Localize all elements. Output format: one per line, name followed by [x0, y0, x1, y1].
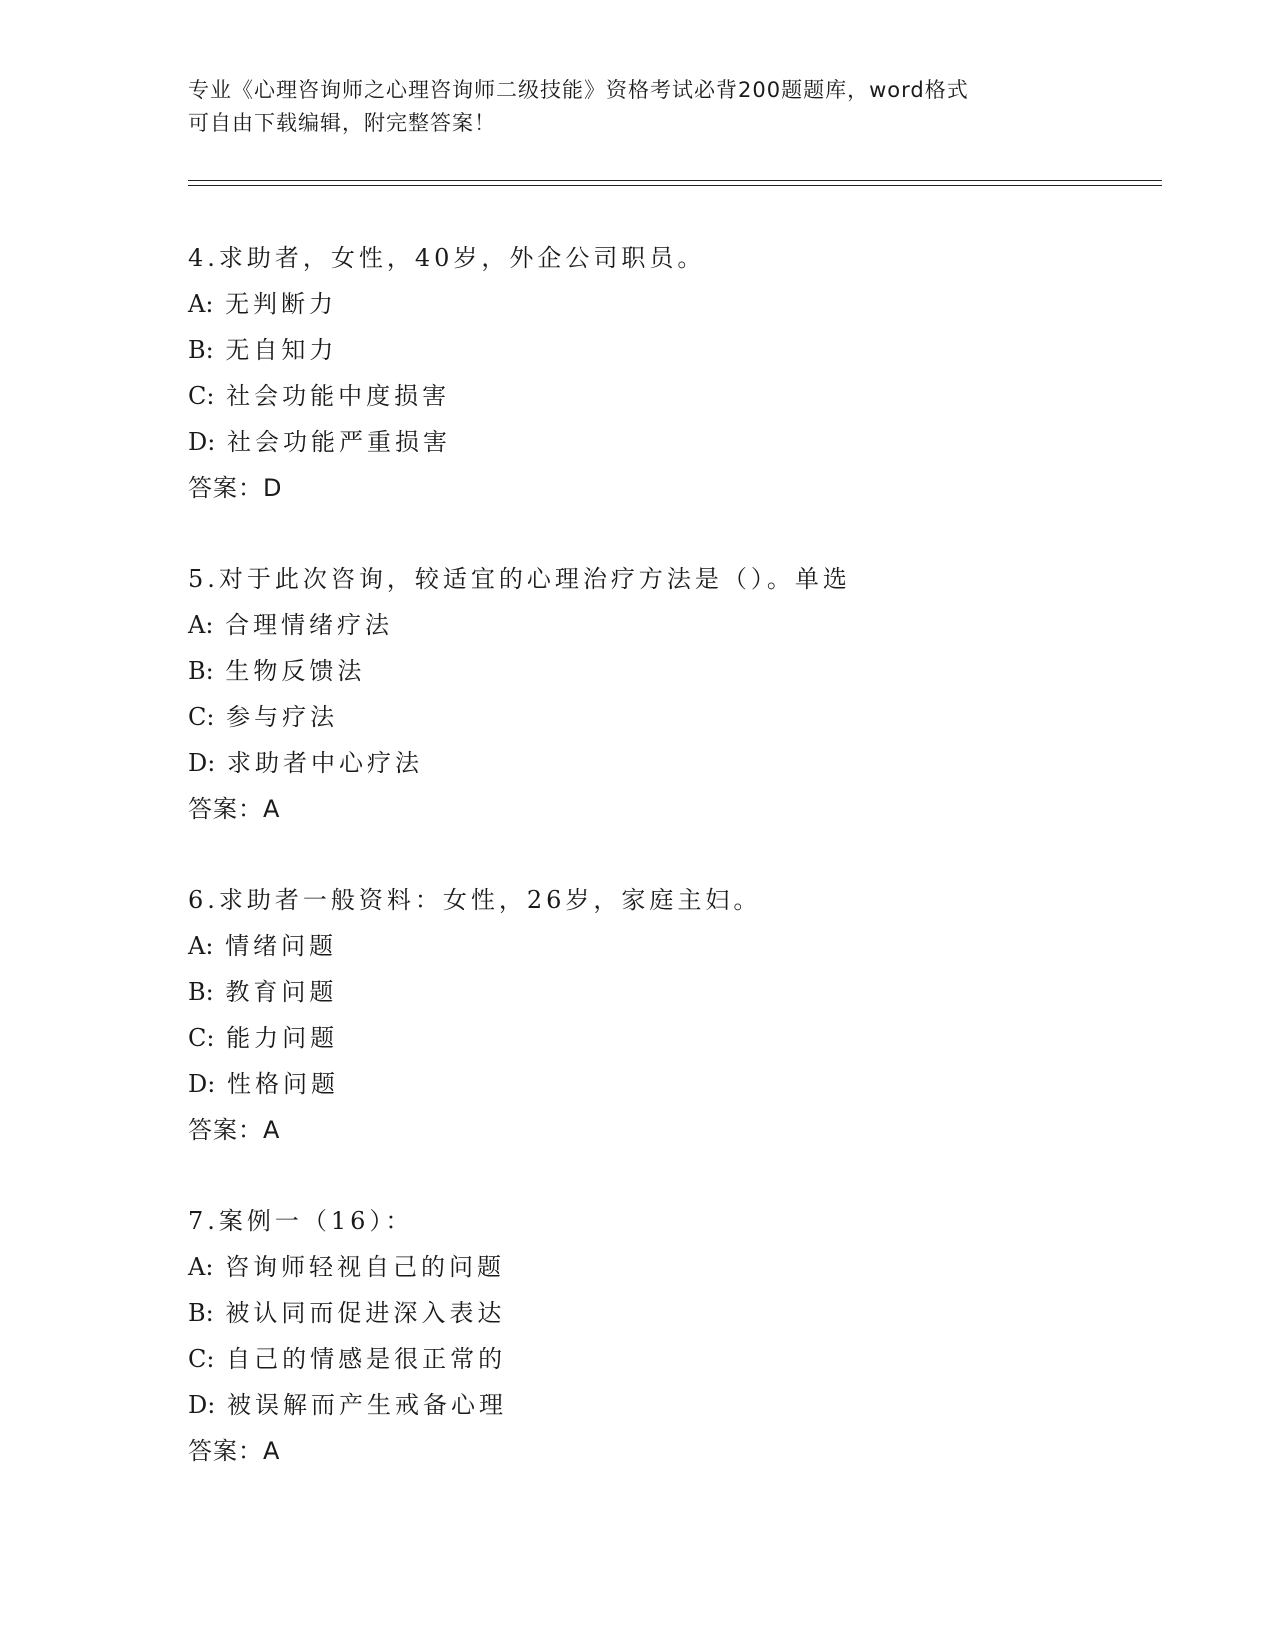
header-line-1: 专业《心理咨询师之心理咨询师二级技能》资格考试必背200题题库，word格式	[188, 78, 969, 102]
question-title: 7.案例一（16）：	[188, 1207, 414, 1235]
option-text: 社会功能中度损害	[226, 382, 451, 410]
option-letter: B:	[188, 1299, 214, 1327]
option-letter: A:	[188, 611, 214, 639]
option-c	[188, 1336, 1088, 1382]
option-letter: A:	[188, 1253, 214, 1281]
option-text: 求助者中心疗法	[226, 749, 423, 777]
option-text: 无自知力	[225, 336, 338, 364]
header-divider-bottom	[188, 185, 1162, 186]
option-letter: A:	[188, 932, 214, 960]
option-letter: B:	[188, 657, 214, 685]
question-block	[188, 556, 1088, 832]
option-letter: D:	[188, 749, 216, 777]
option-d	[188, 1061, 1088, 1107]
question-block	[188, 235, 1088, 511]
option-c	[188, 694, 1088, 740]
option-d	[188, 1382, 1088, 1428]
answer-line: 答案：A	[188, 1437, 281, 1465]
question-title: 6.求助者一般资料：女性，26岁，家庭主妇。	[188, 886, 762, 914]
option-text: 情绪问题	[225, 932, 338, 960]
document-header	[188, 74, 1088, 140]
option-letter: D:	[188, 428, 216, 456]
option-c	[188, 373, 1088, 419]
option-text: 合理情绪疗法	[225, 611, 394, 639]
option-letter: C:	[188, 382, 215, 410]
option-letter: D:	[188, 1391, 216, 1419]
option-letter: D:	[188, 1070, 216, 1098]
option-text: 能力问题	[226, 1024, 339, 1052]
question-block	[188, 1198, 1088, 1474]
header-line-2: 可自由下载编辑，附完整答案！	[188, 111, 496, 135]
option-text: 教育问题	[225, 978, 338, 1006]
option-letter: B:	[188, 336, 214, 364]
option-a	[188, 281, 1088, 327]
option-d	[188, 740, 1088, 786]
header-divider-top	[188, 180, 1162, 181]
option-text: 性格问题	[226, 1070, 339, 1098]
option-d	[188, 419, 1088, 465]
answer-line: 答案：A	[188, 1116, 281, 1144]
option-b	[188, 1290, 1088, 1336]
option-text: 咨询师轻视自己的问题	[225, 1253, 506, 1281]
option-text: 生物反馈法	[225, 657, 366, 685]
question-title: 4.求助者，女性，40岁，外企公司职员。	[188, 244, 706, 272]
option-b	[188, 969, 1088, 1015]
option-a	[188, 923, 1088, 969]
option-letter: C:	[188, 703, 215, 731]
option-text: 社会功能严重损害	[226, 428, 451, 456]
option-letter: A:	[188, 290, 214, 318]
option-a	[188, 1244, 1088, 1290]
answer-line: 答案：D	[188, 474, 283, 502]
option-text: 自己的情感是很正常的	[226, 1345, 507, 1373]
answer-line: 答案：A	[188, 795, 281, 823]
option-letter: B:	[188, 978, 214, 1006]
option-b	[188, 648, 1088, 694]
option-c	[188, 1015, 1088, 1061]
option-a	[188, 602, 1088, 648]
option-letter: C:	[188, 1345, 215, 1373]
option-b	[188, 327, 1088, 373]
question-title: 5.对于此次咨询，较适宜的心理治疗方法是（）。单选	[188, 565, 851, 593]
option-text: 无判断力	[225, 290, 338, 318]
option-text: 被误解而产生戒备心理	[226, 1391, 507, 1419]
option-text: 参与疗法	[226, 703, 339, 731]
option-letter: C:	[188, 1024, 215, 1052]
question-block	[188, 877, 1088, 1153]
option-text: 被认同而促进深入表达	[225, 1299, 506, 1327]
